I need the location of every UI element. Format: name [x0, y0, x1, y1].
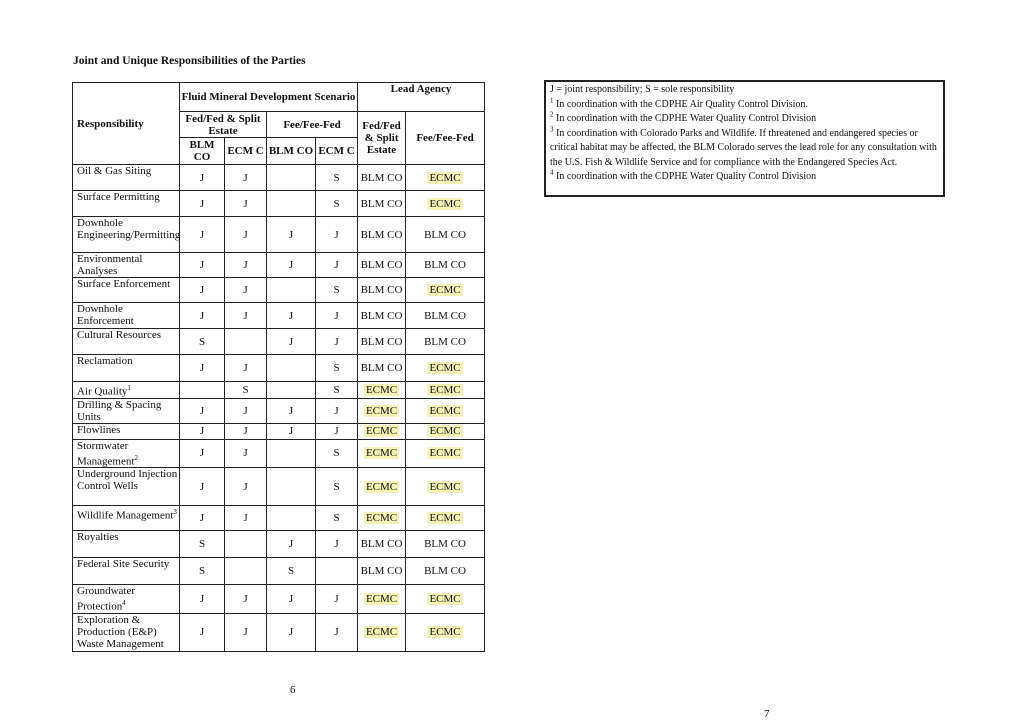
scenario-cell: J: [316, 217, 358, 253]
scenario-cell: J: [225, 585, 267, 614]
footnotes-box: [544, 80, 945, 197]
lead-agency-cell: BLM CO: [358, 253, 406, 278]
scenario-cell: J: [225, 423, 267, 439]
lead-agency-cell: ECMC: [406, 191, 485, 217]
scenario-cell: J: [225, 613, 267, 651]
table-row: [73, 439, 485, 468]
scenario-cell: J: [225, 191, 267, 217]
responsibility-name: Flowlines: [73, 423, 180, 439]
lead-agency-cell: BLM CO: [358, 558, 406, 585]
lead-agency-cell: ECMC: [406, 468, 485, 506]
lead-agency-cell: ECMC: [406, 613, 485, 651]
responsibilities-table: [72, 82, 485, 652]
scenario-cell: J: [267, 217, 316, 253]
lead-agency-cell: ECMC: [406, 165, 485, 191]
footnote: $^4$ In coordination with the CDPHE Water Quality Control Division: [550, 168, 817, 182]
responsibility-name: Underground Injection Control Wells: [73, 468, 180, 506]
lead-agency-cell: BLM CO: [358, 303, 406, 329]
responsibility-name: Surface Permitting: [73, 191, 180, 217]
responsibility-name: Exploration & Production (E&P) Waste Management: [73, 613, 180, 651]
scenario-cell: S: [267, 558, 316, 585]
scenario-cell: S: [316, 191, 358, 217]
scenario-cell: S: [180, 329, 225, 355]
scenario-cell: J: [316, 329, 358, 355]
table-row: [73, 217, 485, 253]
scenario-cell: J: [180, 191, 225, 217]
scenario-cell: S: [180, 558, 225, 585]
scenario-cell: J: [267, 253, 316, 278]
scenario-cell: S: [316, 278, 358, 303]
lead-agency-cell: ECMC: [358, 423, 406, 439]
scenario-cell: [267, 506, 316, 531]
page-number-left: 6: [290, 684, 296, 696]
lead-agency-cell: ECMC: [406, 506, 485, 531]
feefeefed-header: Fee/Fee-Fed: [267, 112, 358, 138]
table-row: [73, 303, 485, 329]
table-row: [73, 329, 485, 355]
scenario-cell: J: [316, 613, 358, 651]
responsibility-name: Reclamation: [73, 355, 180, 382]
scenario-cell: J: [267, 531, 316, 558]
responsibility-name: Federal Site Security: [73, 558, 180, 585]
scenario-cell: S: [316, 165, 358, 191]
responsibility-name: Cultural Resources: [73, 329, 180, 355]
lead-agency-header: Lead Agency: [358, 83, 485, 112]
scenario-cell: J: [180, 165, 225, 191]
lead-feefeefed-header: Fee/Fee-Fed: [406, 112, 485, 165]
scenario-cell: J: [180, 217, 225, 253]
lead-agency-cell: ECMC: [358, 585, 406, 614]
lead-agency-cell: BLM CO: [406, 531, 485, 558]
ecmc-header: ECM C: [225, 138, 267, 165]
lead-agency-cell: BLM CO: [406, 558, 485, 585]
table-row: [73, 613, 485, 651]
scenario-cell: S: [316, 468, 358, 506]
scenario-cell: J: [225, 278, 267, 303]
scenario-cell: J: [225, 217, 267, 253]
responsibility-name: Downhole Enforcement: [73, 303, 180, 329]
responsibility-name: Air Quality$^1$: [73, 382, 180, 399]
scenario-cell: S: [316, 382, 358, 399]
responsibility-name: Stormwater Management$^2$: [73, 439, 180, 468]
scenario-cell: J: [316, 253, 358, 278]
scenario-cell: J: [316, 303, 358, 329]
lead-agency-cell: BLM CO: [406, 217, 485, 253]
scenario-cell: [267, 382, 316, 399]
responsibility-header: Responsibility: [73, 83, 180, 165]
scenario-cell: J: [180, 303, 225, 329]
lead-agency-cell: BLM CO: [406, 329, 485, 355]
scenario-header: Fluid Mineral Development Scenario: [180, 83, 358, 112]
lead-agency-cell: ECMC: [358, 506, 406, 531]
scenario-cell: J: [225, 468, 267, 506]
scenario-cell: J: [225, 439, 267, 468]
scenario-cell: J: [180, 439, 225, 468]
table-row: [73, 253, 485, 278]
scenario-cell: J: [180, 278, 225, 303]
page-number-right: 7: [764, 708, 770, 720]
ecmc-header: ECM C: [316, 138, 358, 165]
scenario-cell: J: [225, 303, 267, 329]
scenario-cell: J: [225, 165, 267, 191]
lead-agency-cell: ECMC: [358, 613, 406, 651]
scenario-cell: [225, 558, 267, 585]
lead-agency-cell: ECMC: [358, 398, 406, 423]
page-heading: Joint and Unique Responsibilities of the Parties: [73, 55, 306, 67]
scenario-cell: J: [316, 398, 358, 423]
lead-agency-cell: ECMC: [406, 355, 485, 382]
scenario-cell: J: [267, 329, 316, 355]
scenario-cell: [267, 355, 316, 382]
lead-agency-cell: BLM CO: [358, 531, 406, 558]
lead-agency-cell: ECMC: [406, 382, 485, 399]
lead-fedfed-split-header: Fed/Fed & Split Estate: [358, 112, 406, 165]
responsibility-name: Royalties: [73, 531, 180, 558]
footnote: $^3$ In coordination with Colorado Parks and Wildlife. If threatened and endangered species or critical habitat may be affected, the BLM Colorado serves the lead role for any consultation with the U.S. Fish & Wildlife Service and for compliance with the Endangered Species Act.: [550, 125, 937, 168]
scenario-cell: J: [267, 585, 316, 614]
scenario-cell: J: [180, 585, 225, 614]
lead-agency-cell: ECMC: [358, 468, 406, 506]
scenario-cell: J: [180, 355, 225, 382]
table-row: [73, 355, 485, 382]
scenario-cell: S: [316, 439, 358, 468]
responsibility-name: Wildlife Management$^3$: [73, 506, 180, 531]
lead-agency-cell: BLM CO: [358, 278, 406, 303]
scenario-cell: [267, 191, 316, 217]
responsibility-name: Environmental Analyses: [73, 253, 180, 278]
scenario-cell: [316, 558, 358, 585]
responsibility-name: Groundwater Protection$^4$: [73, 585, 180, 614]
lead-agency-cell: ECMC: [406, 423, 485, 439]
scenario-cell: J: [316, 423, 358, 439]
lead-agency-cell: BLM CO: [358, 355, 406, 382]
scenario-cell: S: [225, 382, 267, 399]
lead-agency-cell: BLM CO: [358, 165, 406, 191]
scenario-cell: S: [180, 531, 225, 558]
lead-agency-cell: BLM CO: [406, 253, 485, 278]
scenario-cell: [267, 468, 316, 506]
lead-agency-cell: ECMC: [406, 439, 485, 468]
scenario-cell: J: [316, 531, 358, 558]
responsibility-name: Surface Enforcement: [73, 278, 180, 303]
responsibility-name: Oil & Gas Siting: [73, 165, 180, 191]
scenario-cell: J: [180, 506, 225, 531]
legend-note: J = joint responsibility; S = sole responsibility: [550, 84, 735, 95]
responsibility-name: Drilling & Spacing Units: [73, 398, 180, 423]
table-row: [73, 382, 485, 399]
blm-co-header: BLM CO: [267, 138, 316, 165]
table-row: [73, 506, 485, 531]
scenario-cell: J: [180, 423, 225, 439]
table-row: [73, 191, 485, 217]
footnote: $^2$ In coordination with the CDPHE Water Quality Control Division: [550, 110, 817, 124]
scenario-cell: J: [225, 506, 267, 531]
scenario-cell: S: [316, 355, 358, 382]
lead-agency-cell: BLM CO: [406, 303, 485, 329]
table-row: [73, 423, 485, 439]
lead-agency-cell: ECMC: [406, 278, 485, 303]
scenario-cell: [225, 531, 267, 558]
scenario-cell: J: [267, 398, 316, 423]
lead-agency-cell: BLM CO: [358, 217, 406, 253]
table-row: [73, 398, 485, 423]
scenario-cell: J: [180, 613, 225, 651]
scenario-cell: J: [316, 585, 358, 614]
scenario-cell: J: [267, 423, 316, 439]
scenario-cell: [180, 382, 225, 399]
lead-agency-cell: ECMC: [406, 585, 485, 614]
table-row: [73, 165, 485, 191]
scenario-cell: J: [225, 355, 267, 382]
scenario-cell: J: [225, 398, 267, 423]
lead-agency-cell: ECMC: [358, 439, 406, 468]
responsibility-name: Downhole Engineering/Permitting: [73, 217, 180, 253]
scenario-cell: J: [225, 253, 267, 278]
table-row: [73, 468, 485, 506]
scenario-cell: [267, 165, 316, 191]
fedfed-split-header: Fed/Fed & Split Estate: [180, 112, 267, 138]
lead-agency-cell: BLM CO: [358, 191, 406, 217]
scenario-cell: [225, 329, 267, 355]
lead-agency-cell: BLM CO: [358, 329, 406, 355]
lead-agency-cell: ECMC: [406, 398, 485, 423]
table-row: [73, 585, 485, 614]
table-row: [73, 278, 485, 303]
scenario-cell: J: [267, 613, 316, 651]
scenario-cell: J: [180, 468, 225, 506]
table-row: [73, 531, 485, 558]
scenario-cell: [267, 439, 316, 468]
scenario-cell: J: [267, 303, 316, 329]
scenario-cell: J: [180, 253, 225, 278]
footnote: $^1$ In coordination with the CDPHE Air Quality Control Division.: [550, 96, 808, 110]
lead-agency-cell: ECMC: [358, 382, 406, 399]
scenario-cell: [267, 278, 316, 303]
blm-co-header: BLM CO: [180, 138, 225, 165]
table-row: [73, 558, 485, 585]
scenario-cell: J: [180, 398, 225, 423]
scenario-cell: S: [316, 506, 358, 531]
